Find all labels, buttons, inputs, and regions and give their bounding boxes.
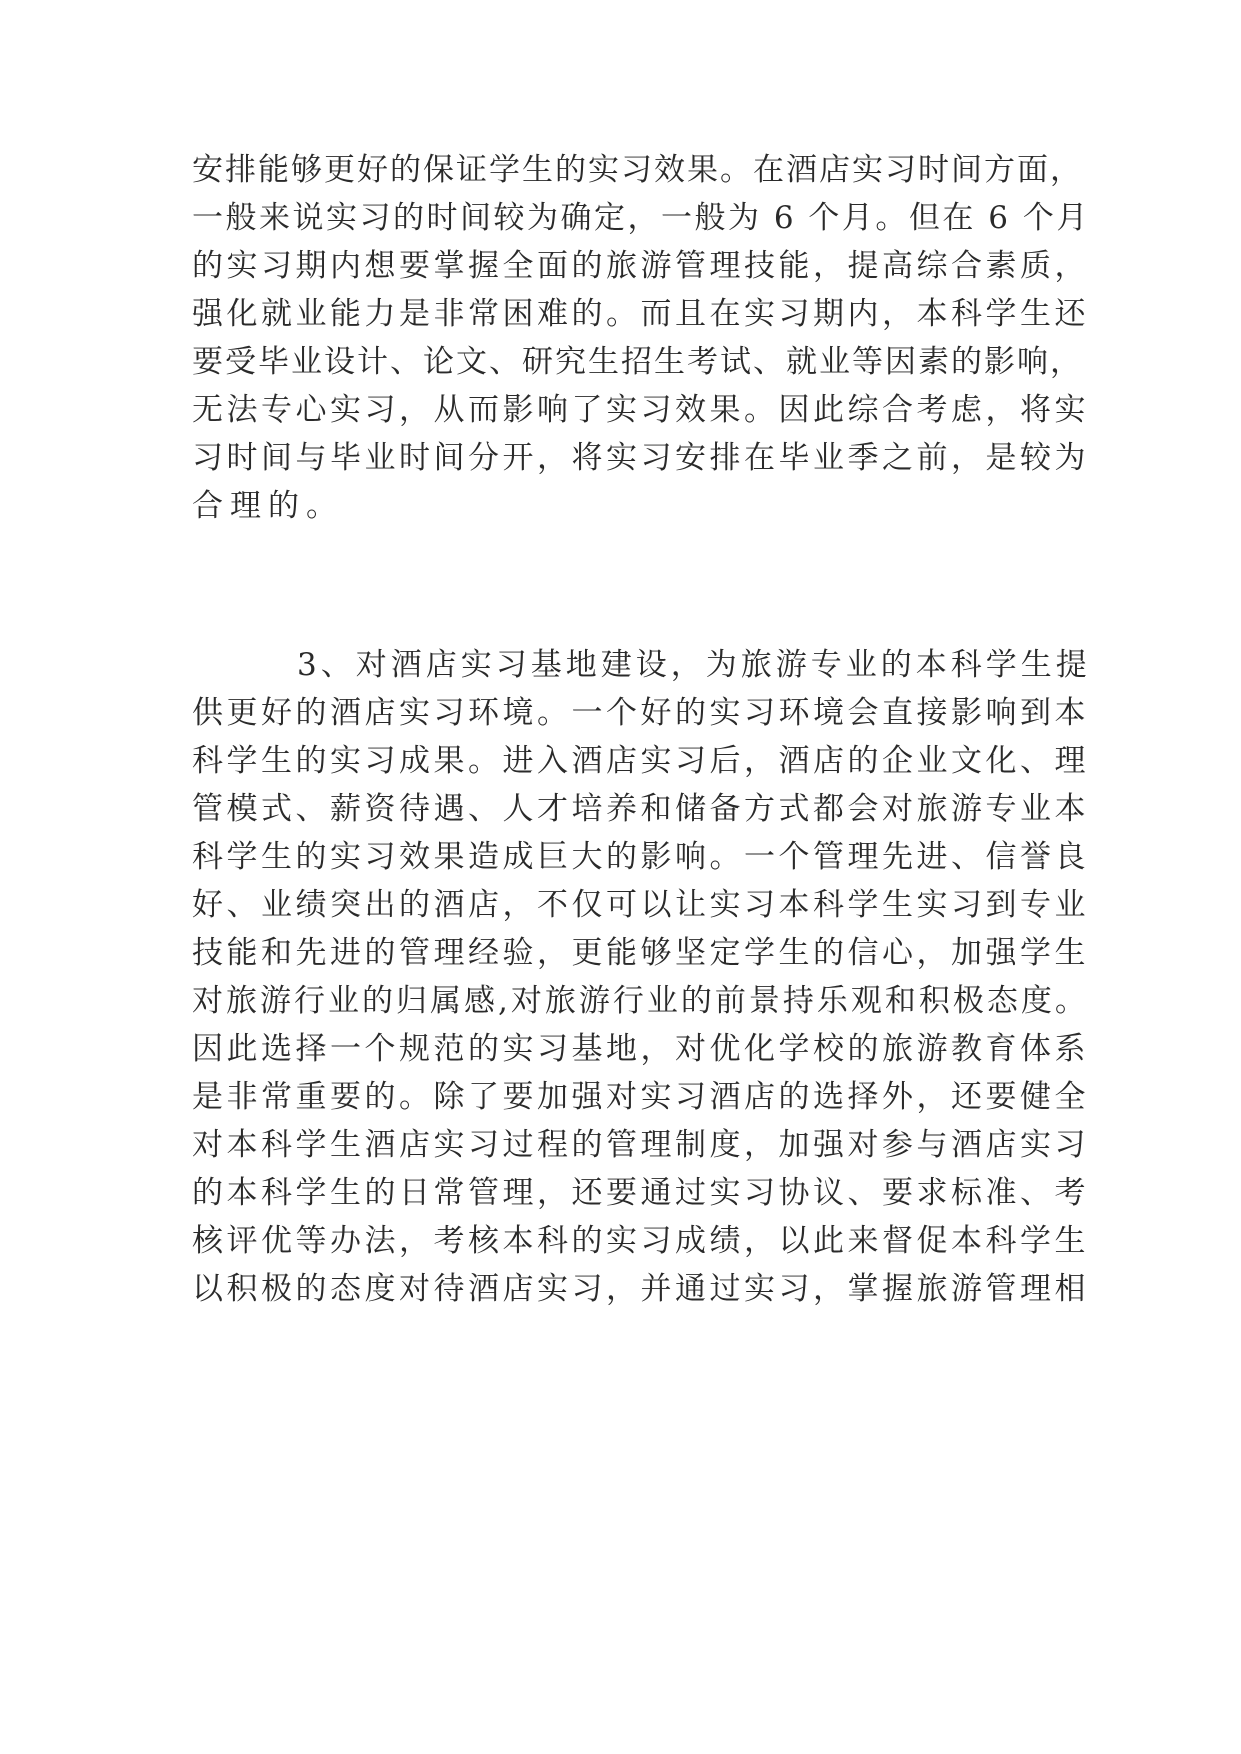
text-line: 科学生的实习效果造成巨大的影响。一个管理先进、信誉良 <box>192 839 1089 875</box>
text-line: 的本科学生的日常管理，还要通过实习协议、要求标准、考 <box>192 1175 1089 1211</box>
text-line: 以积极的态度对待酒店实习，并通过实习，掌握旅游管理相 <box>192 1271 1089 1307</box>
text-line: 是非常重要的。除了要加强对实习酒店的选择外，还要健全 <box>192 1079 1089 1115</box>
text-line: 要受毕业设计、论文、研究生招生考试、就业等因素的影响， <box>192 344 1083 380</box>
text-line: 供更好的酒店实习环境。一个好的实习环境会直接影响到本 <box>192 695 1089 731</box>
text-line: 科学生的实习成果。进入酒店实习后，酒店的企业文化、理 <box>192 743 1089 779</box>
text-line: 合理的。 <box>192 488 344 524</box>
text-line: 对本科学生酒店实习过程的管理制度，加强对参与酒店实习 <box>192 1127 1089 1163</box>
text-line: 无法专心实习，从而影响了实习效果。因此综合考虑，将实 <box>192 392 1089 428</box>
text-line: 习时间与毕业时间分开，将实习安排在毕业季之前，是较为 <box>192 440 1089 476</box>
text-line: 安排能够更好的保证学生的实习效果。在酒店实习时间方面， <box>192 152 1083 188</box>
text-line: 管模式、薪资待遇、人才培养和储备方式都会对旅游专业本 <box>192 791 1089 827</box>
text-line: 因此选择一个规范的实习基地，对优化学校的旅游教育体系 <box>192 1031 1089 1067</box>
text-line: 好、业绩突出的酒店，不仅可以让实习本科学生实习到专业 <box>192 887 1089 923</box>
text-line: 3、对酒店实习基地建设，为旅游专业的本科学生提 <box>297 647 1091 683</box>
text-line: 的实习期内想要掌握全面的旅游管理技能，提高综合素质， <box>192 248 1089 284</box>
text-line: 核评优等办法，考核本科的实习成绩，以此来督促本科学生 <box>192 1223 1089 1259</box>
text-line: 强化就业能力是非常困难的。而且在实习期内，本科学生还 <box>192 296 1089 332</box>
text-line: 一般来说实习的时间较为确定，一般为 6 个月。但在 6 个月 <box>192 200 1090 236</box>
text-line: 技能和先进的管理经验，更能够坚定学生的信心，加强学生 <box>192 935 1089 971</box>
text-line: 对旅游行业的归属感,对旅游行业的前景持乐观和积极态度。 <box>192 983 1089 1019</box>
